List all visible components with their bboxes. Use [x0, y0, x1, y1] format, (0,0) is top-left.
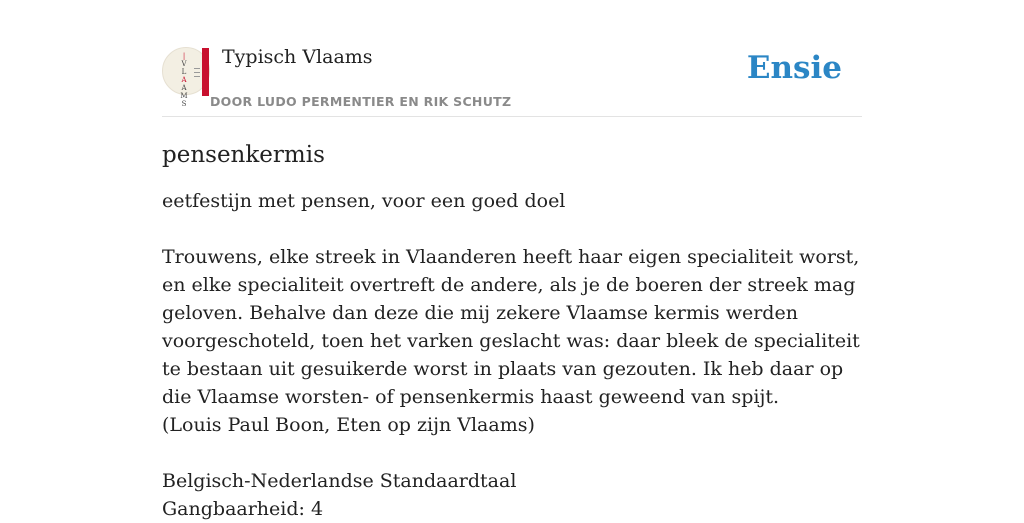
entry-language: Belgisch-Nederlandse Standaardtaal [162, 470, 517, 492]
book-title[interactable]: Typisch Vlaams [222, 46, 373, 68]
book-cover-lettering: | V L A A M S [180, 52, 188, 108]
entry-definition: eetfestijn met pensen, voor een goed doel [162, 190, 566, 212]
cover-decoration [194, 72, 200, 73]
entry-usage: Gangbaarheid: 4 [162, 498, 324, 520]
book-authors: DOOR LUDO PERMENTIER EN RIK SCHUTZ [210, 94, 512, 109]
book-cover-thumbnail[interactable] [162, 47, 210, 108]
site-header [162, 44, 862, 117]
entry-metadata [162, 467, 862, 523]
cover-decoration [194, 68, 200, 69]
quote-source: (Louis Paul Boon, Eten op zijn Vlaams) [162, 414, 535, 436]
entry-content [162, 138, 862, 523]
ensie-logo[interactable]: Ensie [746, 50, 842, 86]
entry-quote: Trouwens, elke streek in Vlaanderen heeft haar eigen specialiteit worst, en elke specialiteit overtreft de andere, als je de boeren der streek mag geloven. Behalve dan deze die mij zekere Vlaamse kermis werden voorgeschoteld, toen het varken geslacht was: daar bleek de specialiteit te bestaan uit gesuikerde worst in plaats van gezouten. Ik heb daar op die Vlaamse worsten- of pensenkermis haast geweend van spijt. [162, 246, 860, 408]
cover-spine [202, 48, 209, 96]
cover-decoration [194, 76, 200, 77]
entry-headword: pensenkermis [162, 142, 325, 168]
